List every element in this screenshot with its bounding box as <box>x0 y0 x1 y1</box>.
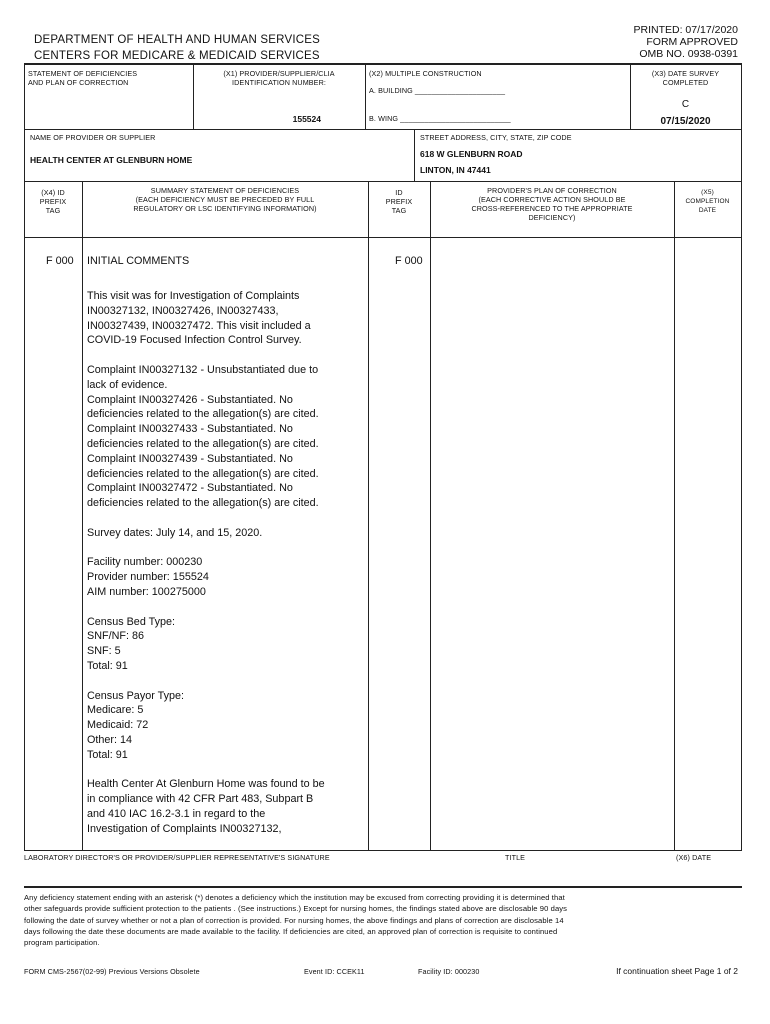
date-label: (X6) DATE <box>676 853 712 862</box>
comment-line: Complaint IN00327472 - Substantiated. No <box>87 482 293 495</box>
comment-line: Health Center At Glenburn Home was found to be <box>87 778 325 791</box>
comment-line: Other: 14 <box>87 733 133 746</box>
comment-line: Medicare: 5 <box>87 704 144 717</box>
comment-line: Medicaid: 72 <box>87 719 149 732</box>
title-label: TITLE <box>505 853 526 862</box>
comment-paragraph <box>87 689 367 763</box>
comments-body <box>87 289 367 851</box>
comment-line: SNF: 5 <box>87 645 121 658</box>
comment-line: COVID-19 Focused Infection Control Survey. <box>87 334 302 347</box>
comment-line: IN00327439, IN00327472. This visit included a <box>87 319 311 332</box>
comment-line: Complaint IN00327132 - Unsubstantiated due to <box>87 363 319 376</box>
comment-line: in compliance with 42 CFR Part 483, Subpart B <box>87 793 314 806</box>
form-id: FORM CMS-2567(02-99) Previous Versions Obsolete <box>24 967 200 976</box>
comment-line: Facility number: 000230 <box>87 556 203 569</box>
comment-line: Complaint IN00327426 - Substantiated. No <box>87 393 293 406</box>
comment-paragraph <box>87 777 367 836</box>
address-label: STREET ADDRESS, CITY, STATE, ZIP CODE <box>420 133 572 142</box>
comment-line: Total: 91 <box>87 748 128 761</box>
comment-paragraph <box>87 526 367 541</box>
provider-name: HEALTH CENTER AT GLENBURN HOME <box>30 155 193 165</box>
x2-label: (X2) MULTIPLE CONSTRUCTION <box>369 69 482 78</box>
comment-paragraph <box>87 555 367 599</box>
comment-line: This visit was for Investigation of Complaints <box>87 290 300 302</box>
facility-id: Facility ID: 000230 <box>418 967 480 976</box>
page-number: If continuation sheet Page 1 of 2 <box>616 966 738 976</box>
disclaimer: Any deficiency statement ending with an asterisk (*) denotes a deficiency which the institution may be excused from correcting providing it is determined that other safeguards provide sufficient protection to the patients . (See instructions.) Except for nursing homes, the findings stated above are disclosable 90 days following the date of survey whether or not a plan of correction is provided. For nursing homes, the above findings and plans of correction are disclosable 14 days following the date these documents are made available to the facility. If deficiencies are cited, an approved plan of correction is requisite to continued program participation. <box>24 893 568 948</box>
wing-field: B. WING ___________________________ <box>369 114 511 123</box>
comment-line: deficiencies related to the allegation(s) are cited. <box>87 497 319 510</box>
omb-number: OMB NO. 0938-0391 <box>639 48 738 60</box>
comment-line: Total: 91 <box>87 659 128 672</box>
comment-line: Investigation of Complaints IN00327132, <box>87 822 282 835</box>
x1-label: (X1) PROVIDER/SUPPLIER/CLIA IDENTIFICATION NUMBER: <box>223 69 335 87</box>
comment-line: Provider number: 155524 <box>87 571 209 584</box>
x3-label: (X3) DATE SURVEY COMPLETED <box>651 69 720 87</box>
department-title: DEPARTMENT OF HEALTH AND HUMAN SERVICES <box>34 34 320 46</box>
comments-title: INITIAL COMMENTS <box>87 255 190 267</box>
x3-survey-date: 07/15/2020 <box>660 116 711 127</box>
x1-provider-number: 155524 <box>292 114 321 124</box>
street-address: 618 W GLENBURN ROAD <box>420 149 523 159</box>
comment-line: IN00327132, IN00327426, IN00327433, <box>87 304 279 317</box>
form-approved: FORM APPROVED <box>646 36 738 48</box>
city-state-zip: LINTON, IN 47441 <box>420 165 491 175</box>
printed-date: PRINTED: 07/17/2020 <box>633 24 738 36</box>
comment-line: deficiencies related to the allegation(s) are cited. <box>87 408 319 421</box>
comment-paragraph <box>87 289 367 348</box>
event-id: Event ID: CCEK11 <box>304 967 365 976</box>
x3-code: C <box>681 99 690 110</box>
comment-line: and 410 IAC 16.2-3.1 in regard to the <box>87 807 266 820</box>
comment-line: deficiencies related to the allegation(s) are cited. <box>87 467 319 480</box>
comment-line: AIM number: 100275000 <box>87 585 206 598</box>
x4-header: (X4) ID PREFIX TAG <box>39 188 67 215</box>
tag-right: F 000 <box>395 255 423 267</box>
comment-paragraph <box>87 363 367 511</box>
provider-name-label: NAME OF PROVIDER OR SUPPLIER <box>30 133 156 142</box>
comment-line: Complaint IN00327433 - Substantiated. No <box>87 423 293 436</box>
comment-line: deficiencies related to the allegation(s) are cited. <box>87 437 319 450</box>
comment-line: SNF/NF: 86 <box>87 630 144 643</box>
building-field: A. BUILDING ______________________ <box>369 86 506 95</box>
cms-title: CENTERS FOR MEDICARE & MEDICAID SERVICES <box>34 50 320 62</box>
statement-label: STATEMENT OF DEFICIENCIES AND PLAN OF CORRECTION <box>28 69 138 87</box>
signature-label: LABORATORY DIRECTOR'S OR PROVIDER/SUPPLIER REPRESENTATIVE'S SIGNATURE <box>24 853 330 862</box>
plan-header: PROVIDER'S PLAN OF CORRECTION (EACH CORRECTIVE ACTION SHOULD BE CROSS-REFERENCED TO THE APPROPRIATE DEFICIENCY) <box>471 186 633 222</box>
comment-line: Census Payor Type: <box>87 689 185 702</box>
comment-line: lack of evidence. <box>87 378 168 391</box>
x5-header: (X5) COMPLETION DATE <box>685 189 730 214</box>
tag-left: F 000 <box>46 255 74 267</box>
comment-line: Census Bed Type: <box>87 615 176 628</box>
comment-paragraph <box>87 615 367 674</box>
summary-header: SUMMARY STATEMENT OF DEFICIENCIES (EACH DEFICIENCY MUST BE PRECEDED BY FULL REGULATORY OR LSC IDENTIFYING INFORMATION) <box>133 186 317 213</box>
id-header: ID PREFIX TAG <box>385 188 413 215</box>
comment-line: Survey dates: July 14, and 15, 2020. <box>87 526 263 539</box>
comment-line: Complaint IN00327439 - Substantiated. No <box>87 452 293 465</box>
